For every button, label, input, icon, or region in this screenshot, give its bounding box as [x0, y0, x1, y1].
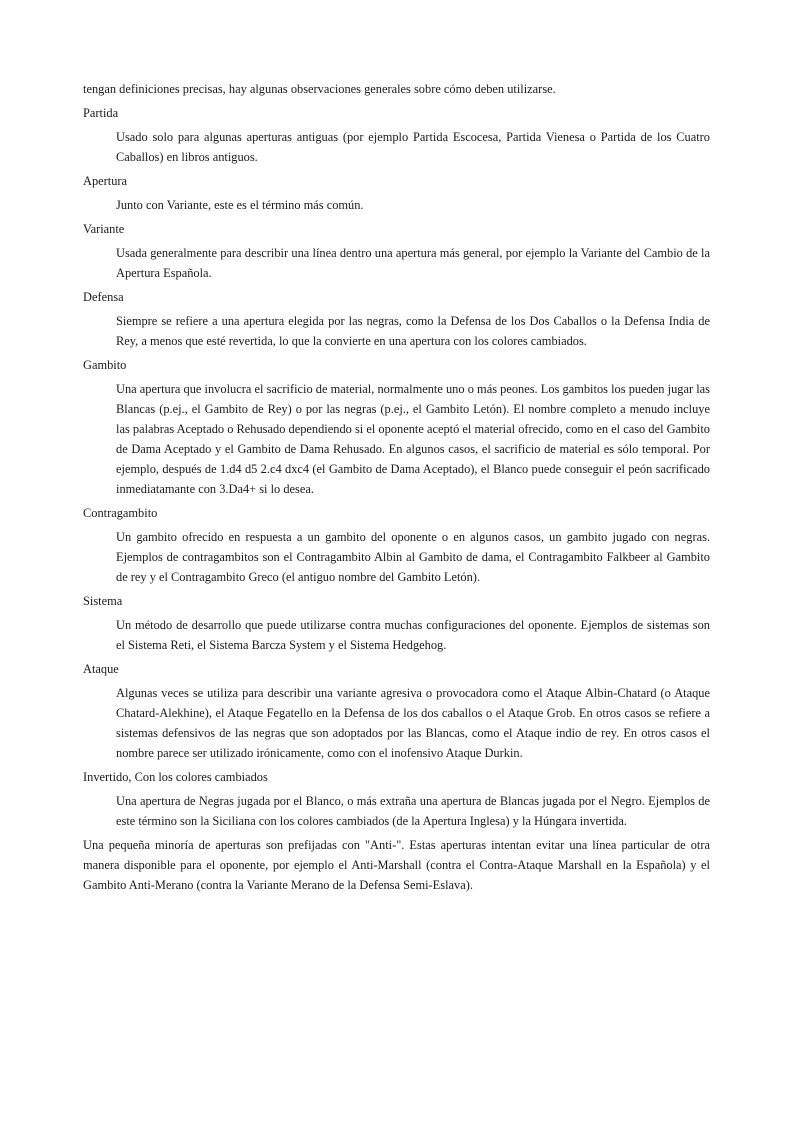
term-partida: Partida: [83, 106, 119, 120]
definition-variante: Usada generalmente para describir una línea dentro una apertura más general, por ejemplo la Variante del Cambio de la Apertura Española.: [116, 246, 710, 280]
intro-paragraph: tengan definiciones precisas, hay algunas observaciones generales sobre cómo deben utilizarse.: [83, 82, 556, 96]
term-sistema: Sistema: [83, 594, 123, 608]
definition-sistema: Un método de desarrollo que puede utilizarse contra muchas configuraciones del oponente. Ejemplos de sistemas son el Sistema Reti, el Sistema Barcza System y el Sistema Hedgehog.: [116, 618, 710, 652]
term-defensa: Defensa: [83, 290, 124, 304]
term-gambito: Gambito: [83, 358, 127, 372]
definition-gambito: Una apertura que involucra el sacrificio de material, normalmente uno o más peones. Los gambitos los pueden jugar las Blancas (p.ej., el Gambito de Rey) o por las negras (p.ej., el Gambito Letón). El nombre completo a menudo incluye las palabras Aceptado o Rehusado dependiendo si el oponente aceptó el material ofrecido, como en el caso del Gambito de Dama Aceptado y el Gambito de Dama Rehusado. En algunos casos, el sacrificio de material es sólo temporal. Por ejemplo, después de 1.d4 d5 2.c4 dxc4 (el Gambito de Dama Aceptado), el Blanco puede conseguir el peón sacrificado inmediatamante con 3.Da4+ si lo desea.: [116, 382, 710, 496]
document-page: [83, 79, 710, 899]
term-apertura: Apertura: [83, 174, 128, 188]
definition-defensa: Siempre se refiere a una apertura elegida por las negras, como la Defensa de los Dos Caballos o la Defensa India de Rey, a menos que esté revertida, lo que la convierte en una apertura con los colores cambiados.: [116, 314, 710, 348]
definition-partida: Usado solo para algunas aperturas antiguas (por ejemplo Partida Escocesa, Partida Vienesa o Partida de los Cuatro Caballos) en libros antiguos.: [116, 130, 710, 164]
term-invertido: Invertido, Con los colores cambiados: [83, 770, 268, 784]
closing-paragraph: Una pequeña minoría de aperturas son prefijadas con "Anti-". Estas aperturas intentan evitar una línea particular de otra manera disponible para el oponente, por ejemplo el Anti-Marshall (contra el Contra-Ataque Marshall en la Española) y el Gambito Anti-Merano (contra la Variante Merano de la Defensa Semi-Eslava).: [83, 838, 710, 892]
term-contragambito: Contragambito: [83, 506, 158, 520]
definition-contragambito: Un gambito ofrecido en respuesta a un gambito del oponente o en algunos casos, un gambito jugado con negras. Ejemplos de contragambitos son el Contragambito Albin al Gambito de dama, el Contragambito Falkbeer al Gambito de rey y el Contragambito Greco (el antiguo nombre del Gambito Letón).: [116, 530, 710, 584]
term-ataque: Ataque: [83, 662, 119, 676]
definition-ataque: Algunas veces se utiliza para describir una variante agresiva o provocadora como el Ataque Albin-Chatard (o Ataque Chatard-Alekhine), el Ataque Fegatello en la Defensa de los dos caballos o el Ataque Grob. En otros casos se refiere a sistemas defensivos de las negras que son adoptados por las Blancas, como el Ataque indio de rey. En otros casos el nombre parece ser utilizado irónicamente, como con el inofensivo Ataque Durkin.: [116, 686, 710, 760]
definition-invertido: Una apertura de Negras jugada por el Blanco, o más extraña una apertura de Blancas jugada por el Negro. Ejemplos de este término son la Siciliana con los colores cambiados (de la Apertura Inglesa) y la Húngara invertida.: [116, 794, 710, 828]
definition-list: [83, 103, 710, 831]
term-variante: Variante: [83, 222, 125, 236]
definition-apertura: Junto con Variante, este es el término más común.: [116, 198, 364, 212]
